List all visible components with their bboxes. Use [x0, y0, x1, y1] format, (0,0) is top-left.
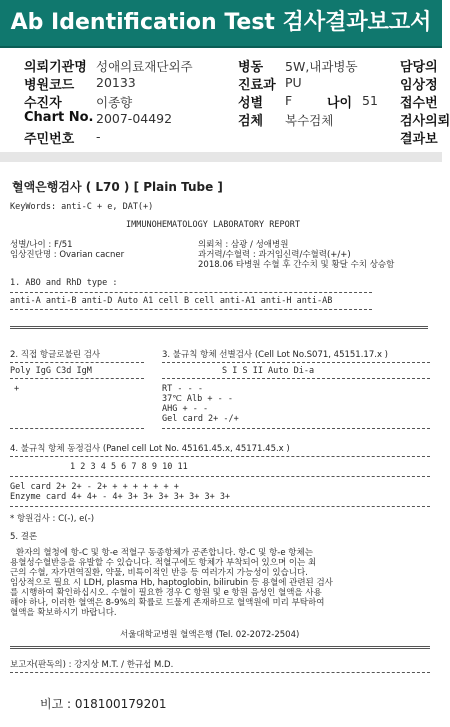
ward-value: 5W,내과병동 — [285, 59, 358, 74]
screening-rt: RT - - - — [162, 384, 203, 394]
dat-mid-rule — [10, 378, 144, 379]
patient-info-table — [0, 52, 450, 152]
chart-value: 2007-04492 — [96, 111, 173, 126]
patient-label: 수진자 — [24, 96, 62, 111]
report-title: Ab Identification Test 검사결과보고서 — [10, 10, 432, 35]
keywords: KeyWords: anti-C + e, DAT(+) — [10, 202, 154, 212]
conclusion-title: 5. 결론 — [10, 532, 38, 542]
report-header-bar — [0, 0, 442, 46]
patient-value: 이종향 — [96, 95, 133, 110]
doctor-label: 담당의 — [400, 60, 438, 75]
dat-bottom-rule — [10, 428, 144, 429]
ward-label: 병동 — [238, 60, 264, 75]
reporter-rule — [10, 672, 430, 673]
age-value: 51 — [362, 93, 378, 108]
identification-bottom-rule — [10, 506, 430, 507]
hospital-footer: 서울대학교병원 혈액은행 (Tel. 02-2072-2504) — [120, 630, 300, 640]
dat-headers: Poly IgG C3d IgM — [10, 366, 92, 376]
screening-section-title: 3. 불규칙 항체 선별검사 (Cell Lot No.S071, 45151.17.x ) — [162, 350, 388, 360]
institution-value: 성애의료재단외주 — [96, 59, 193, 74]
sex-value: F — [285, 93, 293, 108]
header-divider — [0, 46, 442, 48]
panel-cell-numbers: 1 2 3 4 5 6 7 8 9 10 11 — [70, 462, 188, 472]
rrn-label: 주민번호 — [24, 132, 75, 147]
specimen-label: 검체 — [238, 114, 264, 129]
abo-bottom-rule — [10, 326, 428, 329]
section-separator — [0, 152, 442, 162]
conclusion-line: 혈액을 확보하시기 바랍니다. — [10, 608, 117, 618]
identification-top-rule — [10, 456, 430, 457]
diagnosis: 임상진단명 : Ovarian cacner — [10, 250, 125, 260]
abo-top-rule — [10, 292, 372, 293]
requester: 의뢰처 : 삼광 / 성애병원 — [198, 240, 289, 250]
department-label: 진료과 — [238, 78, 276, 93]
gel-card-row: Gel card 2+ 2+ - 2+ + + + + + + + — [10, 482, 179, 492]
scanned-lab-report — [0, 162, 442, 727]
receipt-label: 접수번 — [400, 96, 438, 111]
sex-age: 성별/나이 : F/51 — [10, 240, 73, 250]
abo-section-title: 1. ABO and RhD type : — [10, 278, 118, 288]
rrn-value: - — [96, 129, 101, 144]
conclusion-line: 환자의 혈청에 항-C 및 항-e 적혈구 동종항체가 공존합니다. 항-C 및 항-e 항체는 — [16, 548, 313, 558]
screening-bottom-rule — [162, 428, 430, 429]
identification-section-title: 4. 불규칙 항체 동정검사 (Panel cell Lot No. 45161.45.x, 45171.45.x ) — [10, 444, 290, 454]
lab-report-heading: IMMUNOHEMATOLOGY LABORATORY REPORT — [126, 220, 300, 230]
specimen-value: 복수검체 — [285, 113, 334, 128]
lab-report-title: 혈액은행검사 ( L70 ) [ Plain Tube ] — [12, 180, 223, 194]
screening-gel: Gel card 2+ -/+ — [162, 414, 239, 424]
abo-mid-rule — [10, 309, 372, 310]
remark: 비고 : 018100179201 — [40, 697, 167, 711]
department-value: PU — [285, 75, 302, 90]
conclusion-line: 근의 수혈, 자가면역질환, 약물, 비특이적인 반응 등 여러가지 가능성이 있습니다. — [10, 568, 308, 578]
sex-label: 성별 — [238, 96, 264, 111]
footer-rule — [10, 646, 430, 649]
conclusion-line: 임상적으로 필요 시 LDH, plasma Hb, haptoglobin, bilirubin 등 용혈에 관련된 검사 — [10, 578, 333, 588]
institution-label: 의뢰기관명 — [24, 60, 87, 75]
conclusion-line: 용혈성수혈반응을 유발할 수 있습니다. 적혈구에도 항체가 부착되어 있으며 이는 최 — [10, 558, 317, 568]
dat-section-title: 2. 직접 항글로불린 검사 — [10, 350, 101, 360]
examiner-label: 검사의뢰 — [400, 114, 450, 129]
reporter: 보고자(판독의) : 강지상 M.T. / 한규섭 M.D. — [10, 660, 174, 670]
screening-ahg: AHG + - - — [162, 404, 209, 414]
hospital-code-label: 병원코드 — [24, 78, 75, 93]
conclusion-line: 를 시행하여 확인하십시오. 수혈이 필요한 경우 C 항원 및 e 항원 음성인 혈액을 사용 — [10, 588, 322, 598]
screening-37c: 37℃ Alb + - - — [162, 394, 233, 404]
dat-poly-value: + — [14, 384, 20, 394]
abo-headers: anti-A anti-B anti-D Auto A1 cell B cell anti-A1 anti-H anti-AB — [10, 296, 333, 306]
clinical-label: 임상정 — [400, 78, 438, 93]
transfusion-note: 2018.06 타병원 수혈 후 간수치 및 황달 수치 상승함 — [198, 260, 395, 270]
enzyme-card-row: Enzyme card 4+ 4+ - 4+ 3+ 3+ 3+ 3+ 3+ 3+ 3+ — [10, 492, 231, 502]
result-label: 결과보 — [400, 132, 438, 147]
age-label: 나이 — [327, 96, 353, 111]
screening-mid-rule — [162, 378, 430, 379]
transfusion-history: 과거력/수혈력 : 과거임신력/수혈력(+/+) — [198, 250, 351, 260]
dat-top-rule — [10, 362, 144, 363]
antigen-test: * 항원검사 : C(-), e(-) — [10, 514, 95, 524]
conclusion-line: 해야 하나, 이러한 혈액은 8-9%의 확률로 드물게 존재하므로 혈액원에 미리 부탁하여 — [10, 598, 325, 608]
hospital-code-value: 20133 — [96, 75, 136, 90]
chart-label: Chart No. — [24, 110, 94, 125]
screening-top-rule — [162, 362, 430, 363]
screening-headers: S I S II Auto Di-a — [222, 366, 315, 376]
identification-mid-rule — [10, 476, 430, 477]
